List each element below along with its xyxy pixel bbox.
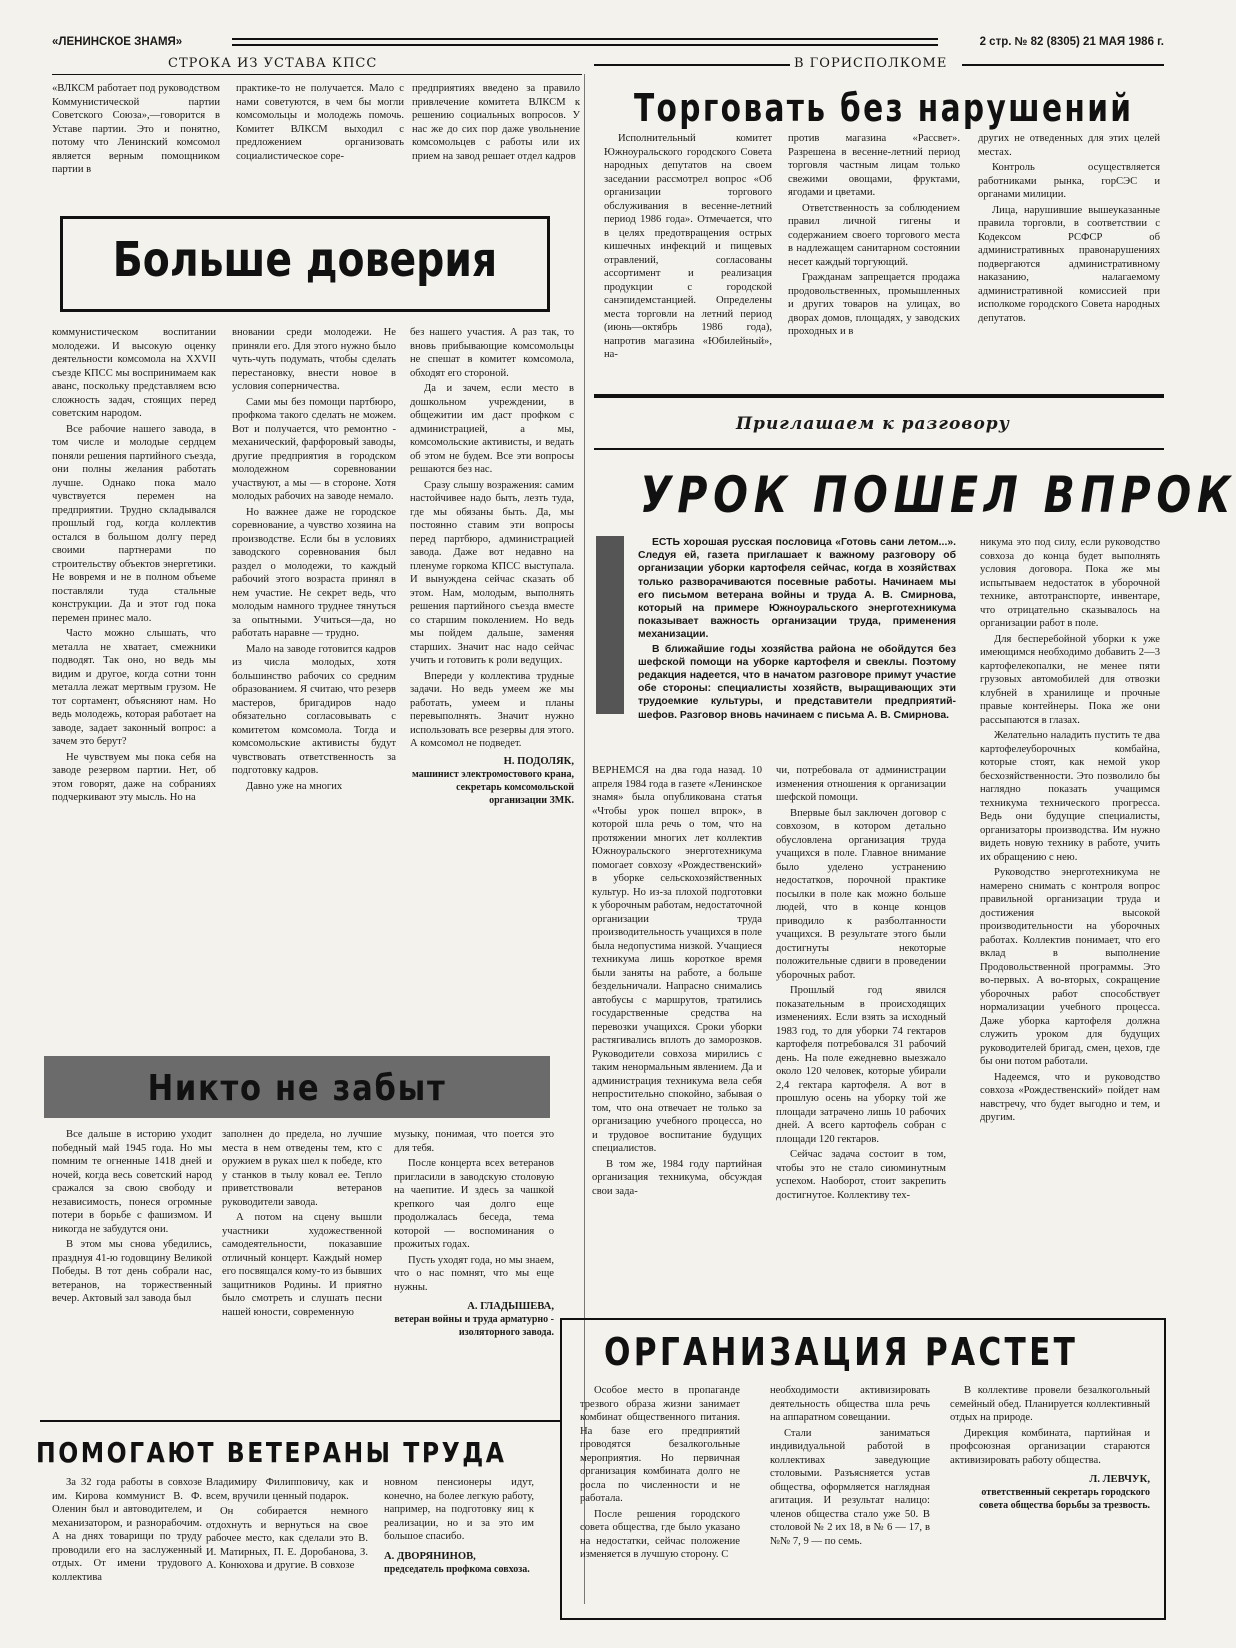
- g-c3-p2: Контроль осуществляется работниками рынка, горСЭС и органами милиции.: [978, 162, 1160, 200]
- razgovor-rule: [594, 448, 1164, 450]
- article5-col-1: [580, 1384, 740, 1564]
- divider-veterany: [40, 1420, 560, 1422]
- a1-c3-p2: Да и зачем, если место в дошкольном учреждении, в общежитии им даст профком с администрацией, а мы, комсомольские активисты, и ведать об этом не будем. Все эти вопросы решаются без нас.: [410, 383, 574, 475]
- article4-col-1: [592, 764, 762, 1200]
- a4-c3-p3: Желательно наладить пустить те два картофелеуборочных комбайна, которые стоят, как немой укор бесхозяйственности. Это позволило бы наглядно показать учащимся техникума технического прогресса. Ведь они будущие специалисты, организаторы производства. Им нужно видеть новую технику в работе, учить их обращению с нею.: [980, 730, 1160, 863]
- a1-c1-p1: коммунистическом воспитании молодежи. И высокую оценку деятельности комсомола на XXVII съезде КПСС мы воспринимаем как аванс, поскольку представляем всю сложность задач, стоящих перед советским народом.: [52, 327, 216, 419]
- a4-c2-p1: чи, потребовала от администрации изменения отношения к организации шефской помощи.: [776, 765, 946, 803]
- a2-signature: [394, 1300, 554, 1339]
- ustav-text-3: предприятиях введено за правило привлечение комитета ВЛКСМ к решению социальных вопросов. У нас же до сих пор даже увольнение комсомольцев с работы или их прием на завод решает отдел кадров: [412, 83, 580, 162]
- rubric-rule-left: [594, 64, 790, 66]
- a4-c3-p5: Надеемся, что и руководство совхоза «Рождественский» пойдет нам навстречу, что будет выгодно и тем, и другим.: [980, 1071, 1160, 1123]
- a4-c1-p2: В том же, 1984 году партийная организация техникума, обсуждая свои зада-: [592, 1158, 762, 1197]
- a1-author-post: машинист электромостового крана, секретарь комсомольской организации ЗМК.: [411, 768, 574, 806]
- a4-c2-p2: Впервые был заключен договор с совхозом, в котором детально обусловлена организация труда учащихся в поле. Главное внимание было уделено устранению недостатков, порочной практике посылки в поле как можно больше людей, что в конце концов приводило к разболтанности учащихся. В результате этого были достигнуты некоторые положительные сдвиги в проведении уборочных работ.: [776, 807, 946, 981]
- title-pomogayut: ПОМОГАЮТ ВЕТЕРАНЫ ТРУДА: [36, 1436, 507, 1469]
- article4-col-3: [980, 536, 1160, 1127]
- a1-c2-p2: Сами мы без помощи партбюро, профкома такого сделать не можем. Вот и получается, что ремонтно - механический, фарфоровый заводы, другие предприятия в городском молодежном соревновании участвуют, а мы — в стороне. Хотя молодых рабочих на заводе немало.: [232, 396, 396, 502]
- masthead: [52, 34, 1164, 52]
- a2-c3-p2: После концерта всех ветеранов пригласили в заводскую столовую на чаепитие. И здесь за чашкой крепкого чая долго еще продолжалась беседа, тема которой — воспоминания о прожитых годах.: [394, 1158, 554, 1250]
- a3-c2-p2: Он собирается немного отдохнуть и вернуться на свое рабочее место, как сделали это В. И. Матирных, П. Е. Доробанова, З. А. Конюхова и другие. В совхозе: [206, 1506, 368, 1571]
- article1-col-2: [232, 326, 396, 795]
- ustav-text-2: практике-то не получается. Мало с нами советуются, в чем бы могли комсомольцы и молодежь помочь. Комитет ВЛКСМ выходил с предложением организовать социалистическое соре-: [236, 83, 404, 162]
- a4-c3-p1: никума это под силу, если руководство совхоза до конца будет выполнять условия договора. Пока же мы испытываем недостаток в уборочной технике, автотранспорте, инвентаре, что отрицательно сказывалось на организации работ в поле.: [980, 537, 1160, 629]
- gorispolkom-col-3: [978, 132, 1160, 327]
- article4-intro: [638, 536, 956, 723]
- paper-name: «ЛЕНИНСКОЕ ЗНАМЯ»: [52, 36, 183, 48]
- masthead-rule-2: [232, 44, 938, 46]
- a1-signature: [410, 755, 574, 807]
- article2-col-2: [222, 1128, 382, 1321]
- a1-c1-p3: Часто можно слышать, что металла не хватает, смежники подводят. Так оно, но ведь мы видим и другое, когда сотни тонн металла лежат мертвым грузом. Не тот сортамент, объясняют нам. Но ведь молодежь, которая работает на заводе, задает законный вопрос: а зачем это берут?: [52, 628, 216, 747]
- a4-c3-p4: Руководство энерготехникума не намерено снимать с контроля вопрос правильной организации труда и достижения высокой производительности на уборочных работах. Коллектив понимает, что его вклад в выполнение Продовольственной программы. Это во-первых. А во-вторых, сокращение уборочных работ способствует нормализации учебного процесса. Даже уборка картофеля должна служить уроком для будущих руководителей бригад, смен, цехов, где бы они потом работали.: [980, 867, 1160, 1067]
- a5-signature: [950, 1473, 1150, 1512]
- rubric-ustav: СТРОКА ИЗ УСТАВА КПСС: [168, 56, 378, 71]
- a1-c3-p1: без нашего участия. А раз так, то вновь прибывающие комсомольцы не спешат в комитет комсомола, обходят его стороной.: [410, 327, 574, 379]
- a1-c2-p1: вновании среди молодежи. Не приняли его. Для этого нужно было чуть-чуть подумать, чтобы сделать перестановку, внести новое в условия соперничества.: [232, 327, 396, 392]
- issue-info: 2 стр. № 82 (8305) 21 МАЯ 1986 г.: [979, 36, 1164, 48]
- rubric-gorispolkom: В ГОРИСПОЛКОМЕ: [794, 56, 948, 71]
- a2-c3-p3: Пусть уходят года, но мы знаем, что о нас помнят, что мы еще нужны.: [394, 1254, 554, 1293]
- intro-side-bar: [596, 536, 624, 714]
- a2-c2-p1: заполнен до предела, но лучшие места в нем отведены тем, кто с оружием в руках шел к победе, кто у станков в тылу ковал ее. Тепло приветствовали ветеранов руководители завода.: [222, 1129, 382, 1208]
- a2-author-post: ветеран войны и труда арматурно - изоляторного завода.: [394, 1314, 554, 1338]
- rubric-rule-right: [962, 64, 1164, 66]
- article3-col-3: [384, 1476, 534, 1576]
- a5-c1-p2: После решения городского совета общества, где было указано на недостатки, сейчас положение изменяется в лучшую сторону. С: [580, 1508, 740, 1560]
- a5-author: Л. ЛЕВЧУК,: [1089, 1474, 1150, 1485]
- a2-c2-p2: А потом на сцену вышли участники художественной самодеятельности, показавшие отличный концерт. Каждый номер его посвящался кому-то из бывших защитников Родины. И приятно было смотреть и слушать песни нашей юности, современную: [222, 1212, 382, 1318]
- a1-c1-p2: Все рабочие нашего завода, в том числе и молодые сердцем поняли решения партийного съезда, они полны желания работать лучше. Однако пока мало чувствуется перемен на предприятии. Трудно складывался прошлый год, когда коллектив остался в большом долгу перед своими партнерами по строительству объектов энергетики. Не вовремя и не в полном объеме поставляли туда стальные конструкции. Да и этот год пока перемен принес мало.: [52, 423, 216, 624]
- a3-c2-p1: Владимиру Филипповичу, как и всем, вручили ценный подарок.: [206, 1477, 368, 1502]
- a5-c3-p1: В коллективе провели безалкогольный семейный обед. Планируется коллективный отдых на природе.: [950, 1385, 1150, 1423]
- a2-c1-p2: В этом мы снова убедились, празднуя 41-ю годовщину Великой Победы. В тот день собрали нас, ветеранов, на торжественный вечер. Актовый зал завода был: [52, 1239, 212, 1304]
- g-c2-p1: против магазина «Рассвет». Разрешена в весенне-летний период торговля частным лицам только свежими овощами, фруктами, ягодами и цветами.: [788, 133, 960, 198]
- g-c1-p1: Исполнительный комитет Южноуральского городского Совета народных депутатов на своем заседании рассмотрел вопрос «Об организации торгового обслуживания в весенне-летний период 1986 года». Отмечается, что в целях предотвращения острых кишечных инфекций и пищевых отравлений, согласованы ассортимент и реализация продукции с городской санэпидемстанцией. Определены места торговли на летний период (июнь—октябрь 1986 года), напротив магазина «Юбилейный», на-: [604, 133, 772, 360]
- g-c3-p1: других не отведенных для этих целей местах.: [978, 133, 1160, 158]
- article5-col-3: [950, 1384, 1150, 1512]
- a3-c1-p1: За 32 года работы в совхозе им. Кирова коммунист В. Ф. Оленин был и автоводителем, и механизатором, и разнорабочим. А на днях товарищи по труду проводили его на заслуженный отдых. От имени трудового коллектива: [52, 1477, 202, 1583]
- ustav-col-3: [412, 82, 580, 165]
- a1-c2-p5: Давно уже на многих: [246, 780, 343, 792]
- a4-c2-p4: Сейчас задача состоит в том, чтобы это не стало сиюминутным успехом. Наоборот, стоит закрепить достигнутое. Коллективу тех-: [776, 1149, 946, 1201]
- a1-c3-p4: Впереди у коллектива трудные задачи. Но ведь умеем же мы работать, умеем и планы перевыполнять. Значит нужно использовать все резервы для этого. А комсомол не подведет.: [410, 670, 574, 749]
- g-c2-p3: Гражданам запрещается продажа продовольственных, промышленных и других товаров на улицах, во дворах домов, площадях, у заводских проходных и в: [788, 272, 960, 337]
- article4-col-2: [776, 764, 946, 1204]
- article3-col-2: [206, 1476, 368, 1575]
- article3-col-1: [52, 1476, 202, 1586]
- article2-col-3: [394, 1128, 554, 1339]
- a5-c1-p1: Особое место в пропаганде трезвого образа жизни занимает комбинат общественного питания. На базе его предприятий проводятся безалкогольные мероприятия. Но первичная организация комбината долго не росла по численности и не работала.: [580, 1385, 740, 1504]
- a4-c3-p2: Для бесперебойной уборки к уже имеющимся необходимо добавить 2—3 картофелекопалки, не менее пяти грузовых автомобилей для отвозки клубней в хранилище и прочные правые контейнеры. Пока же они рассыпаются в глазах.: [980, 633, 1160, 726]
- rubric-razgovor: Приглашаем к разговору: [736, 414, 1010, 434]
- title-urok: УРОК ПОШЕЛ ВПРОК: [640, 466, 1236, 524]
- ustav-col-1: [52, 82, 220, 179]
- a5-c2-p2: Стали заниматься индивидуальной работой в коллективах заведующие столовыми. Разъясняется устав общества, оформляется наглядная агитация. И результат налицо: членов общества стало уже 50. В столовой № 2 их 18, в № 6 — 17, в №№ 7, 9 — по семь.: [770, 1427, 930, 1547]
- a3-author-post: председатель профкома совхоза.: [384, 1563, 530, 1575]
- ustav-col-2: [236, 82, 404, 165]
- divider-ustav: [52, 74, 582, 75]
- a1-c2-p3: Но важнее даже не городское соревнование, а чувство хозяина на производстве. Если бы в условиях заводского соревнования был раздел о молодежи, то каждый рабочий этого возраста принял в нем участие. Не секрет ведь, что молодым намного труднее тянуться за опытными. Учиться—да, но работать наравне — трудно.: [232, 506, 396, 639]
- a3-signature: [384, 1550, 534, 1576]
- ustav-text-1: «ВЛКСМ работает под руководством Коммунистической партии Советского Союза»,—говорится в Уставе партии. Это и понятно, потому что Ленинский комсомол является верным помощником партии в: [52, 83, 220, 175]
- a1-c3-p3: Сразу слышу возражения: самим настойчивее надо быть, лезть туда, где мы обязаны быть. Да, мы постоянно ставим эти вопросы перед партбюро, администрацией завода. Даже вот недавно на пленуме горкома КПСС выступала. И вынуждена сейчас сказать об этом. Нам, молодым, выполнять решения партийного съезда вместе со старшим поколением. Но ведь мы пойдем дальше, заменяя старших. Значит нас надо сейчас учить и готовить к роли ведущих.: [410, 479, 574, 666]
- article1-col-1: [52, 326, 216, 807]
- a1-c1-p4: Не чувствуем мы пока себя на заводе резервом партии. Нет, об этом говорят, даже на собраниях подчеркивают эту мысль. Но на: [52, 751, 216, 803]
- title-bolshe-doveria: Больше доверия: [112, 232, 498, 288]
- gorispolkom-col-2: [788, 132, 960, 341]
- a4-c2-p3: Прошлый год явился показательным в происходящих изменениях. Если взять за исходный 1983 год, то для уборки 74 гектаров картофеля потребовался 31 рабочий день. На поле ежедневно выезжало около 120 человек, которые убирали 2,4 гектара картофеля. А вот в прошлую осень на уборку той же площади затрачено лишь 10 рабочих дней. А всего картофель собран с площади 120 гектаров.: [776, 985, 946, 1145]
- a4-c1-p1: ВЕРНЕМСЯ на два года назад. 10 апреля 1984 года в газете «Ленинское знамя» была опубликована статья «Чтобы урок пошел впрок», в которой шла речь о том, что на протяжении многих лет коллектив Южноуральского энерготехникума помогает совхозу «Рождественский» в уборке сельскохозяйственных культур. Но из-за плохой подготовки к уборочным работам, недостаточной организации труда производительность учащихся в поле была недопустима низкой. Учащиеся техникума лишь короткое время были заняты на работе, а больше бездельничали. Напрасно снимались автобусы с маршрутов, тратились государственные средства на перевозки учащихся. Сроки уборки растягивались вплоть до заморозков. Руководители совхоза мирились с таким ненормальным явлением. Да и администрация техникума вела себя непростительно спокойно, забывая о том, что она отвечает не только за организацию учебного процесса, но и трудовое воспитание будущих специалистов.: [592, 765, 762, 1154]
- a4-intro-p2: В ближайшие годы хозяйства района не обойдутся без шефской помощи на уборке картофеля и свеклы. Поэтому редакция надеется, что в начатом разговоре примут участие обе стороны: специалисты хозяйств, выращивающих эти трудоемкие культуры, и представители предприятий-шефов. Разговор вновь начинаем с письма А. В. Смирнова.: [638, 643, 956, 721]
- a5-c2-p1: необходимости активизировать деятельность общества шла речь на аппаратном совещании.: [770, 1385, 930, 1423]
- a5-c3-p2: Дирекция комбината, партийная и профсоюзная организации стараются активизировать работу общества.: [950, 1427, 1150, 1466]
- a2-c3-p1: музыку, понимая, что поется это для тебя.: [394, 1129, 554, 1154]
- gorispolkom-bottom-rule: [594, 394, 1164, 398]
- a4-intro-p1: ЕСТЬ хорошая русская пословица «Готовь сани летом...». Следуя ей, газета приглашает к важному разговору об организации уборки картофеля сейчас, когда в хозяйствах только разворачиваются посевные работы. Начинаем мы его письмом ветерана войны и труда А. В. Смирнова, который на примере Южноуральского энерготехникума показывает важность организации труда, применения механизации.: [638, 537, 956, 641]
- article5-col-2: [770, 1384, 930, 1550]
- g-c2-p2: Ответственность за соблюдением правил личной гигены и содержанием своего торгового места в надлежащем санитарном состоянии несет каждый торгующий.: [788, 202, 960, 268]
- a5-author-post: ответственный секретарь городского совета общества борьбы за трезвость.: [979, 1487, 1150, 1511]
- title-torgovat: Торговать без нарушений: [634, 86, 1134, 130]
- gorispolkom-col-1: [604, 132, 772, 364]
- title-organizaciya: ОРГАНИЗАЦИЯ РАСТЕТ: [604, 1330, 1079, 1374]
- a3-author: А. ДВОРЯНИНОВ,: [384, 1550, 476, 1562]
- g-c3-p3: Лица, нарушившие вышеуказанные правила торговли, в соответствии с Кодексом РСФСР об административных правонарушениях подвергаются административному наказанию, налагаемому административной комиссией при исполкоме городского Совета народных депутатов.: [978, 204, 1160, 324]
- a1-c2-p4: Мало на заводе готовится кадров из числа молодых, хотя большинство рабочих со средним образованием. Я считаю, что резерв мастеров, бригадиров надо обязательно согласовывать с комитетом комсомола. Тогда и комсомольские активисты будут чувствовать ответственность за подготовку кадров.: [232, 643, 396, 776]
- a2-c1-p1: Все дальше в историю уходит победный май 1945 года. Но мы помним те огненные 1418 дней и ночей, когда весь советский народ сражался за свою свободу и независимость, понеся огромные потери в борьбе с фашизмом. И никогда не забудутся они.: [52, 1129, 212, 1235]
- masthead-rule-1: [232, 38, 938, 40]
- title-nikto-ne-zabyt: Никто не забыт: [147, 1068, 447, 1109]
- a3-c3-p1: новном пенсионеры идут, конечно, на более легкую работу, например, на подготовку яиц к реализации, но и за это им большое спасибо.: [384, 1477, 534, 1542]
- a1-author: Н. ПОДОЛЯК,: [503, 755, 574, 767]
- article1-col-3: [410, 326, 574, 807]
- a2-author: А. ГЛАДЫШЕВА,: [467, 1301, 554, 1312]
- article2-col-1: [52, 1128, 212, 1308]
